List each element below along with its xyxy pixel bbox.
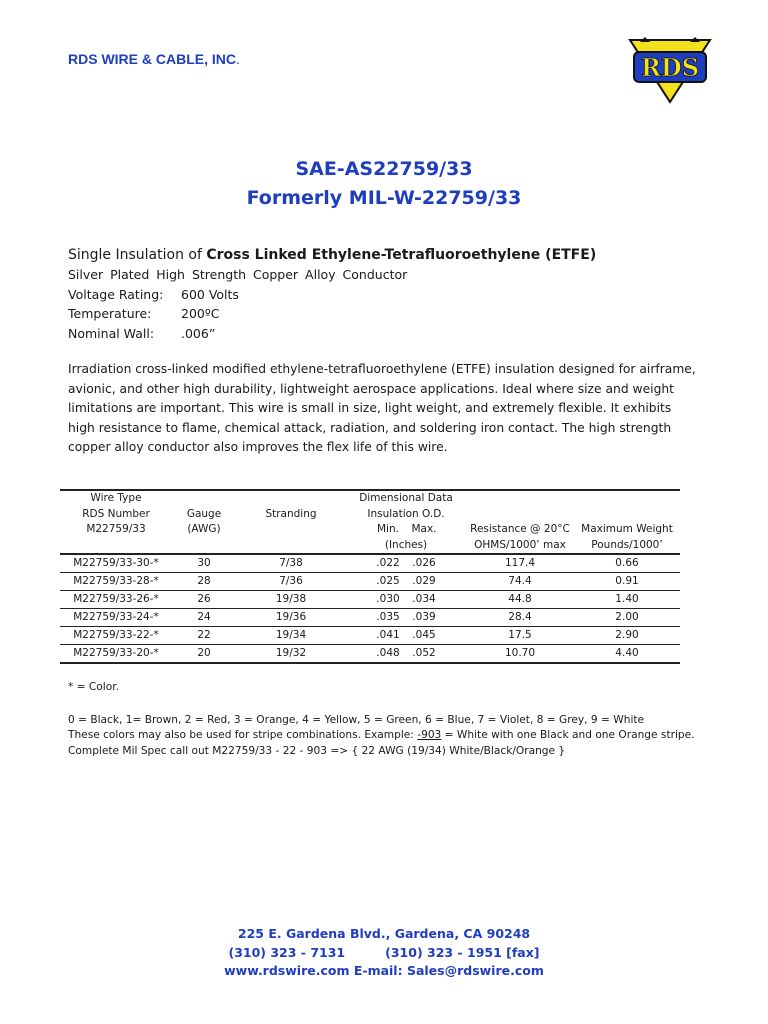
weight-cell: 0.91 <box>574 573 680 591</box>
spec-subtitle: Formerly MIL-W-22759/33 <box>246 187 522 209</box>
voltage-value: 600 Volts <box>181 286 239 302</box>
part-number-cell: M22759/33-30-* <box>60 554 172 573</box>
table-header-row <box>60 538 680 555</box>
resistance-cell: 117.4 <box>466 554 574 573</box>
footer-contact <box>0 925 768 981</box>
weight-header: Maximum Weight <box>581 523 673 535</box>
gauge-cell: 30 <box>172 554 236 573</box>
table-row <box>60 627 680 645</box>
resistance-cell: 28.4 <box>466 609 574 627</box>
insulation-prefix: Single Insulation of <box>68 247 202 263</box>
stranding-header: Stranding <box>265 507 317 520</box>
color-codes: 0 = Black, 1= Brown, 2 = Red, 3 = Orange, 4 = Yellow, 5 = Green, 6 = Blue, 7 = Violet, 8 = Grey, 9 = White <box>68 713 645 726</box>
table-header-row <box>60 507 680 523</box>
logo-text: RDS <box>640 53 700 82</box>
resistance-cell: 10.70 <box>466 645 574 664</box>
footer-address: 225 E. Gardena Blvd., Gardena, CA 90248 <box>237 926 531 941</box>
stranding-cell: 19/34 <box>236 627 346 645</box>
footer-web-email: www.rdswire.com E-mail: Sales@rdswire.com <box>224 963 544 978</box>
weight-cell: 2.90 <box>574 627 680 645</box>
m-number-header: M22759/33 <box>86 523 146 535</box>
temperature-row <box>68 304 708 324</box>
part-number-cell: M22759/33-22-* <box>60 627 172 645</box>
stranding-cell: 7/36 <box>236 573 346 591</box>
resistance-cell: 17.5 <box>466 627 574 645</box>
description-line: limitations are important. This wire is small in size, light weight, and extremely flexible. It exhibits <box>68 401 672 416</box>
od-cell <box>346 609 466 627</box>
color-note: * = Color. <box>68 681 119 693</box>
od-cell <box>346 591 466 609</box>
insulation-line <box>68 245 708 265</box>
resistance-unit-header: OHMS/1000’ max <box>474 538 566 551</box>
table-row <box>60 645 680 664</box>
description-line: avionic, and other high durability, lightweight aerospace applications. Ideal where size and weight <box>68 381 674 396</box>
stranding-cell: 19/36 <box>236 609 346 627</box>
od-cell <box>346 554 466 573</box>
temperature-label: Temperature: <box>68 306 152 321</box>
od-min-cell: .025 <box>376 575 400 587</box>
color-notes <box>68 680 728 759</box>
temperature-value: 200ºC <box>181 306 220 321</box>
resistance-cell: 74.4 <box>466 573 574 591</box>
part-number-cell: M22759/33-20-* <box>60 645 172 664</box>
footer-phone: (310) 323 - 7131 <box>228 944 346 960</box>
stripe-prefix: These colors may also be used for stripe combinations. Example: <box>68 729 418 741</box>
gauge-cell: 22 <box>172 627 236 645</box>
od-min-cell: .035 <box>376 611 400 623</box>
insulation-material: Cross Linked Ethylene-Tetrafluoroethylene (ETFE) <box>206 247 597 263</box>
table-row <box>60 573 680 591</box>
stripe-suffix: = White with one Black and one Orange stripe. <box>441 729 695 741</box>
od-min-cell: .048 <box>376 647 400 659</box>
gauge-cell: 28 <box>172 573 236 591</box>
gauge-header: Gauge <box>186 507 222 520</box>
footer-fax: (310) 323 - 1951 [fax] <box>385 944 540 960</box>
company-name-dot: . <box>236 51 240 67</box>
table-row <box>60 591 680 609</box>
insulation-od-header: Insulation O.D. <box>367 507 445 520</box>
rds-logo <box>628 36 712 104</box>
max-header: Max. <box>411 523 437 535</box>
footer-phone-line <box>0 944 768 963</box>
spec-title: SAE-AS22759/33 <box>295 158 473 180</box>
weight-cell: 1.40 <box>574 591 680 609</box>
wall-label: Nominal Wall: <box>68 325 155 341</box>
gauge-cell: 20 <box>172 645 236 664</box>
od-cell <box>346 645 466 664</box>
od-max-cell: .034 <box>412 593 436 605</box>
weight-cell: 0.66 <box>574 554 680 573</box>
conductor-line: Silver Plated High Strength Copper Alloy Conductor <box>68 267 408 282</box>
od-max-cell: .029 <box>412 575 436 587</box>
od-max-cell: .052 <box>412 647 436 659</box>
min-max-header <box>346 522 466 538</box>
od-max-cell: .039 <box>412 611 436 623</box>
od-max-cell: .026 <box>412 557 436 569</box>
part-number-cell: M22759/33-26-* <box>60 591 172 609</box>
stripe-note <box>68 728 728 744</box>
stranding-cell: 19/32 <box>236 645 346 664</box>
min-header: Min. <box>377 523 399 535</box>
table-row <box>60 609 680 627</box>
resistance-header: Resistance @ 20°C <box>470 523 570 535</box>
stranding-cell: 7/38 <box>236 554 346 573</box>
stripe-example: -903 <box>417 729 442 741</box>
od-cell <box>346 627 466 645</box>
rds-number-header: RDS Number <box>82 507 150 520</box>
voltage-label: Voltage Rating: <box>68 286 164 302</box>
wire-data-table <box>60 489 680 664</box>
weight-unit-header: Pounds/1000’ <box>591 538 663 551</box>
stranding-cell: 19/38 <box>236 591 346 609</box>
mil-spec-callout: Complete Mil Spec call out M22759/33 - 22 - 903 => { 22 AWG (19/34) White/Black/Orange } <box>68 744 566 757</box>
description-paragraph <box>68 360 708 458</box>
dimensional-header: Dimensional Data <box>346 490 466 507</box>
gauge-cell: 24 <box>172 609 236 627</box>
weight-cell: 4.40 <box>574 645 680 664</box>
table-header-row <box>60 522 680 538</box>
table-row <box>60 554 680 573</box>
part-number-cell: M22759/33-24-* <box>60 609 172 627</box>
wire-type-header: Wire Type <box>60 490 172 507</box>
description-line: high resistance to flame, chemical attack, radiation, and soldering iron contact. The high strength <box>68 420 672 435</box>
od-cell <box>346 573 466 591</box>
gauge-cell: 26 <box>172 591 236 609</box>
inches-header: (Inches) <box>384 538 428 551</box>
part-number-cell: M22759/33-28-* <box>60 573 172 591</box>
wall-row <box>68 324 708 344</box>
company-name <box>68 51 240 67</box>
voltage-row <box>68 285 708 305</box>
table-header-row <box>60 490 680 507</box>
wall-value: .006” <box>181 325 216 341</box>
weight-cell: 2.00 <box>574 609 680 627</box>
description-line: copper alloy conductor also improves the flex life of this wire. <box>68 440 448 455</box>
od-max-cell: .045 <box>412 629 436 641</box>
spec-summary <box>68 245 708 343</box>
awg-header: (AWG) <box>187 523 221 535</box>
od-min-cell: .022 <box>376 557 400 569</box>
description-line: Irradiation cross-linked modified ethylene-tetrafluoroethylene (ETFE) insulation designed for airframe, <box>68 362 696 376</box>
resistance-cell: 44.8 <box>466 591 574 609</box>
company-name-text: RDS WIRE & CABLE, INC <box>68 51 236 67</box>
od-min-cell: .030 <box>376 593 400 605</box>
od-min-cell: .041 <box>376 629 400 641</box>
